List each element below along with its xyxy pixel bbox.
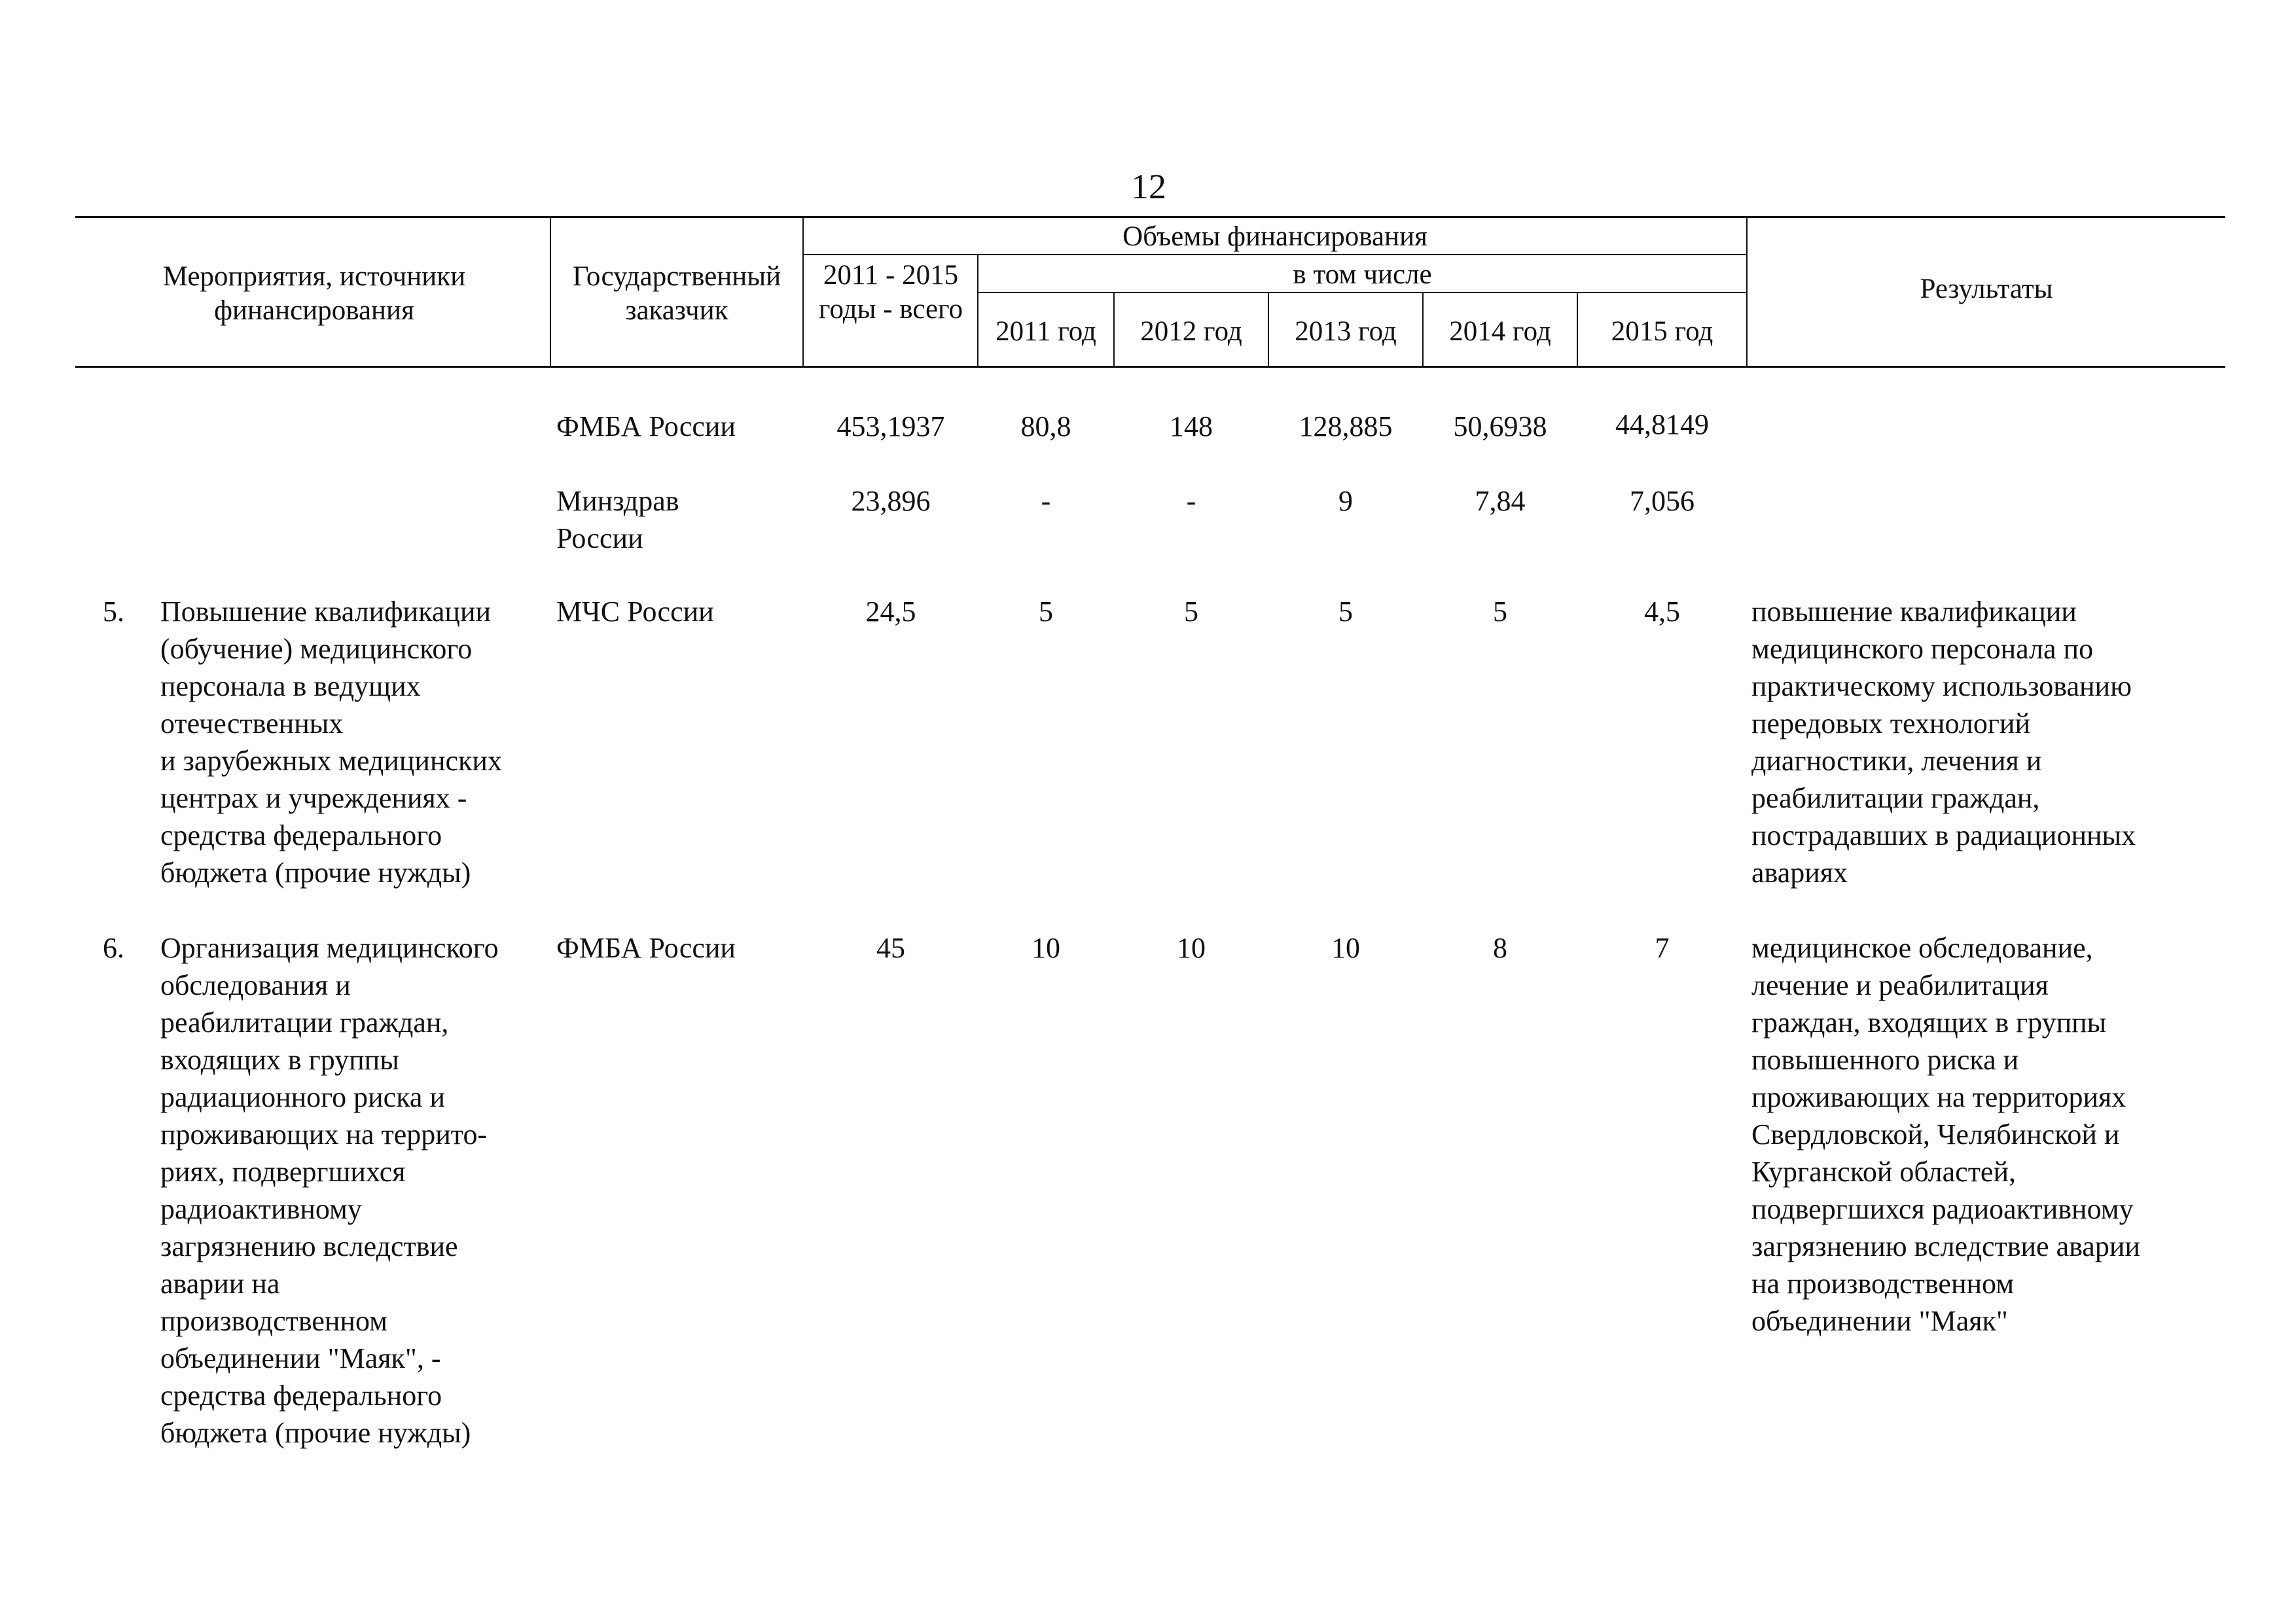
results-line: авариях	[1751, 857, 1848, 889]
activity-line: персонала в ведущих	[160, 670, 421, 702]
results-line: медицинское обследование,	[1751, 932, 2093, 964]
row-number: 6.	[103, 932, 124, 964]
row-2011: 10	[1031, 932, 1060, 964]
row-2014: 50,6938	[1453, 410, 1547, 442]
header-including-label: в том числе	[1293, 259, 1432, 290]
row-2015: 44,8149	[1615, 408, 1709, 440]
row-2011: -	[1041, 485, 1051, 517]
row-activity	[160, 593, 502, 891]
results-line: на производственном	[1751, 1268, 2015, 1300]
activity-line: радиационного риска и	[160, 1081, 445, 1113]
activity-line: объединении "Маяк", -	[160, 1342, 441, 1374]
row-activity	[160, 929, 499, 1452]
header-year-2015: 2015 год	[1611, 316, 1713, 347]
header-funding	[804, 220, 1746, 254]
row-2012: -	[1186, 485, 1196, 517]
customer-line: России	[556, 522, 643, 554]
activity-line: отечественных	[160, 707, 344, 740]
results-line: лечение и реабилитация	[1751, 969, 2049, 1001]
activity-line: обследования и	[160, 969, 351, 1001]
header-bottom-rule	[75, 366, 2225, 368]
header-activities-label: Мероприятия, источники финансирования	[162, 261, 466, 326]
header-including-rule	[978, 292, 1748, 293]
row-total: 45	[876, 932, 905, 964]
results-line: проживающих на территориях	[1751, 1081, 2126, 1113]
row-total: 24,5	[865, 596, 916, 628]
activity-line: входящих в группы	[160, 1044, 399, 1076]
row-2014: 8	[1493, 932, 1507, 964]
activity-line: и зарубежных медицинских	[160, 745, 502, 777]
row-customer	[556, 408, 736, 445]
header-total	[806, 259, 975, 327]
row-2013: 9	[1338, 485, 1353, 517]
results-line: практическому использованию	[1751, 670, 2132, 702]
results-line: граждан, входящих в группы	[1751, 1007, 2107, 1039]
row-2015: 7	[1655, 932, 1670, 964]
customer-line: МЧС России	[556, 596, 714, 628]
header-customer-label: Государственный заказчик	[572, 261, 781, 326]
row-2012: 148	[1170, 410, 1213, 442]
customer-line: ФМБА России	[556, 932, 736, 964]
header-total-label: 2011 - 2015 годы - всего	[818, 260, 963, 325]
row-number: 5.	[103, 596, 124, 628]
customer-line: ФМБА России	[556, 410, 736, 442]
row-2011: 5	[1039, 596, 1053, 628]
row-customer	[556, 929, 736, 967]
header-year-2013: 2013 год	[1295, 316, 1397, 347]
page-number: 12	[1131, 167, 1166, 206]
row-2012: 10	[1177, 932, 1206, 964]
results-line: загрязнению вследствие аварии	[1751, 1230, 2140, 1262]
activity-line: Организация медицинского	[160, 932, 499, 964]
activity-line: риях, подвергшихся	[160, 1156, 406, 1188]
row-total: 453,1937	[836, 410, 945, 442]
header-including	[978, 258, 1746, 292]
header-year-2012: 2012 год	[1140, 316, 1242, 347]
results-line: передовых технологий	[1751, 707, 2030, 740]
header-funding-label: Объемы финансирования	[1122, 221, 1427, 252]
header-top-rule	[75, 216, 2225, 218]
activity-line: Повышение квалификации	[160, 596, 492, 628]
row-customer	[556, 593, 714, 630]
results-line: объединении "Маяк"	[1751, 1305, 2008, 1337]
activity-line: производственном	[160, 1305, 387, 1337]
row-total: 23,896	[851, 485, 931, 517]
results-line: пострадавших в радиационных	[1751, 819, 2136, 851]
row-2015: 4,5	[1644, 596, 1680, 628]
activity-line: бюджета (прочие нужды)	[160, 857, 471, 889]
results-line: медицинского персонала по	[1751, 633, 2094, 665]
activity-line: средства федерального	[160, 819, 442, 851]
results-line: повышение квалификации	[1751, 596, 2077, 628]
results-line: реабилитации граждан,	[1751, 782, 2040, 814]
row-2013: 128,885	[1299, 410, 1393, 442]
results-line: диагностики, лечения и	[1751, 745, 2042, 777]
header-results: Результаты	[1920, 274, 2053, 304]
row-results	[1751, 929, 2140, 1340]
row-results	[1751, 593, 2136, 891]
header-funding-rule	[804, 254, 1748, 255]
row-2011: 80,8	[1020, 410, 1071, 442]
row-2013: 10	[1331, 932, 1360, 964]
row-2014: 7,84	[1475, 485, 1526, 517]
results-line: Свердловской, Челябинской и	[1751, 1118, 2120, 1150]
activity-line: реабилитации граждан,	[160, 1007, 449, 1039]
results-line: повышенного риска и	[1751, 1044, 2019, 1076]
row-customer	[556, 482, 679, 557]
header-customer	[551, 260, 802, 328]
activity-line: аварии на	[160, 1268, 280, 1300]
row-2013: 5	[1338, 596, 1353, 628]
activity-line: загрязнению вследствие	[160, 1230, 458, 1262]
customer-line: Минздрав	[556, 485, 679, 517]
header-activities	[92, 260, 537, 328]
row-2014: 5	[1493, 596, 1507, 628]
activity-line: проживающих на террито-	[160, 1118, 488, 1150]
activity-line: (обучение) медицинского	[160, 633, 473, 665]
row-2015: 7,056	[1630, 485, 1695, 517]
header-year-2011: 2011 год	[996, 316, 1096, 347]
activity-line: радиоактивному	[160, 1193, 362, 1225]
activity-line: центрах и учреждениях -	[160, 782, 467, 814]
row-2012: 5	[1184, 596, 1198, 628]
activity-line: бюджета (прочие нужды)	[160, 1417, 471, 1449]
header-year-2014: 2014 год	[1449, 316, 1551, 347]
activity-line: средства федерального	[160, 1380, 442, 1412]
results-line: подвергшихся радиоактивному	[1751, 1193, 2134, 1225]
results-line: Курганской областей,	[1751, 1156, 2016, 1188]
